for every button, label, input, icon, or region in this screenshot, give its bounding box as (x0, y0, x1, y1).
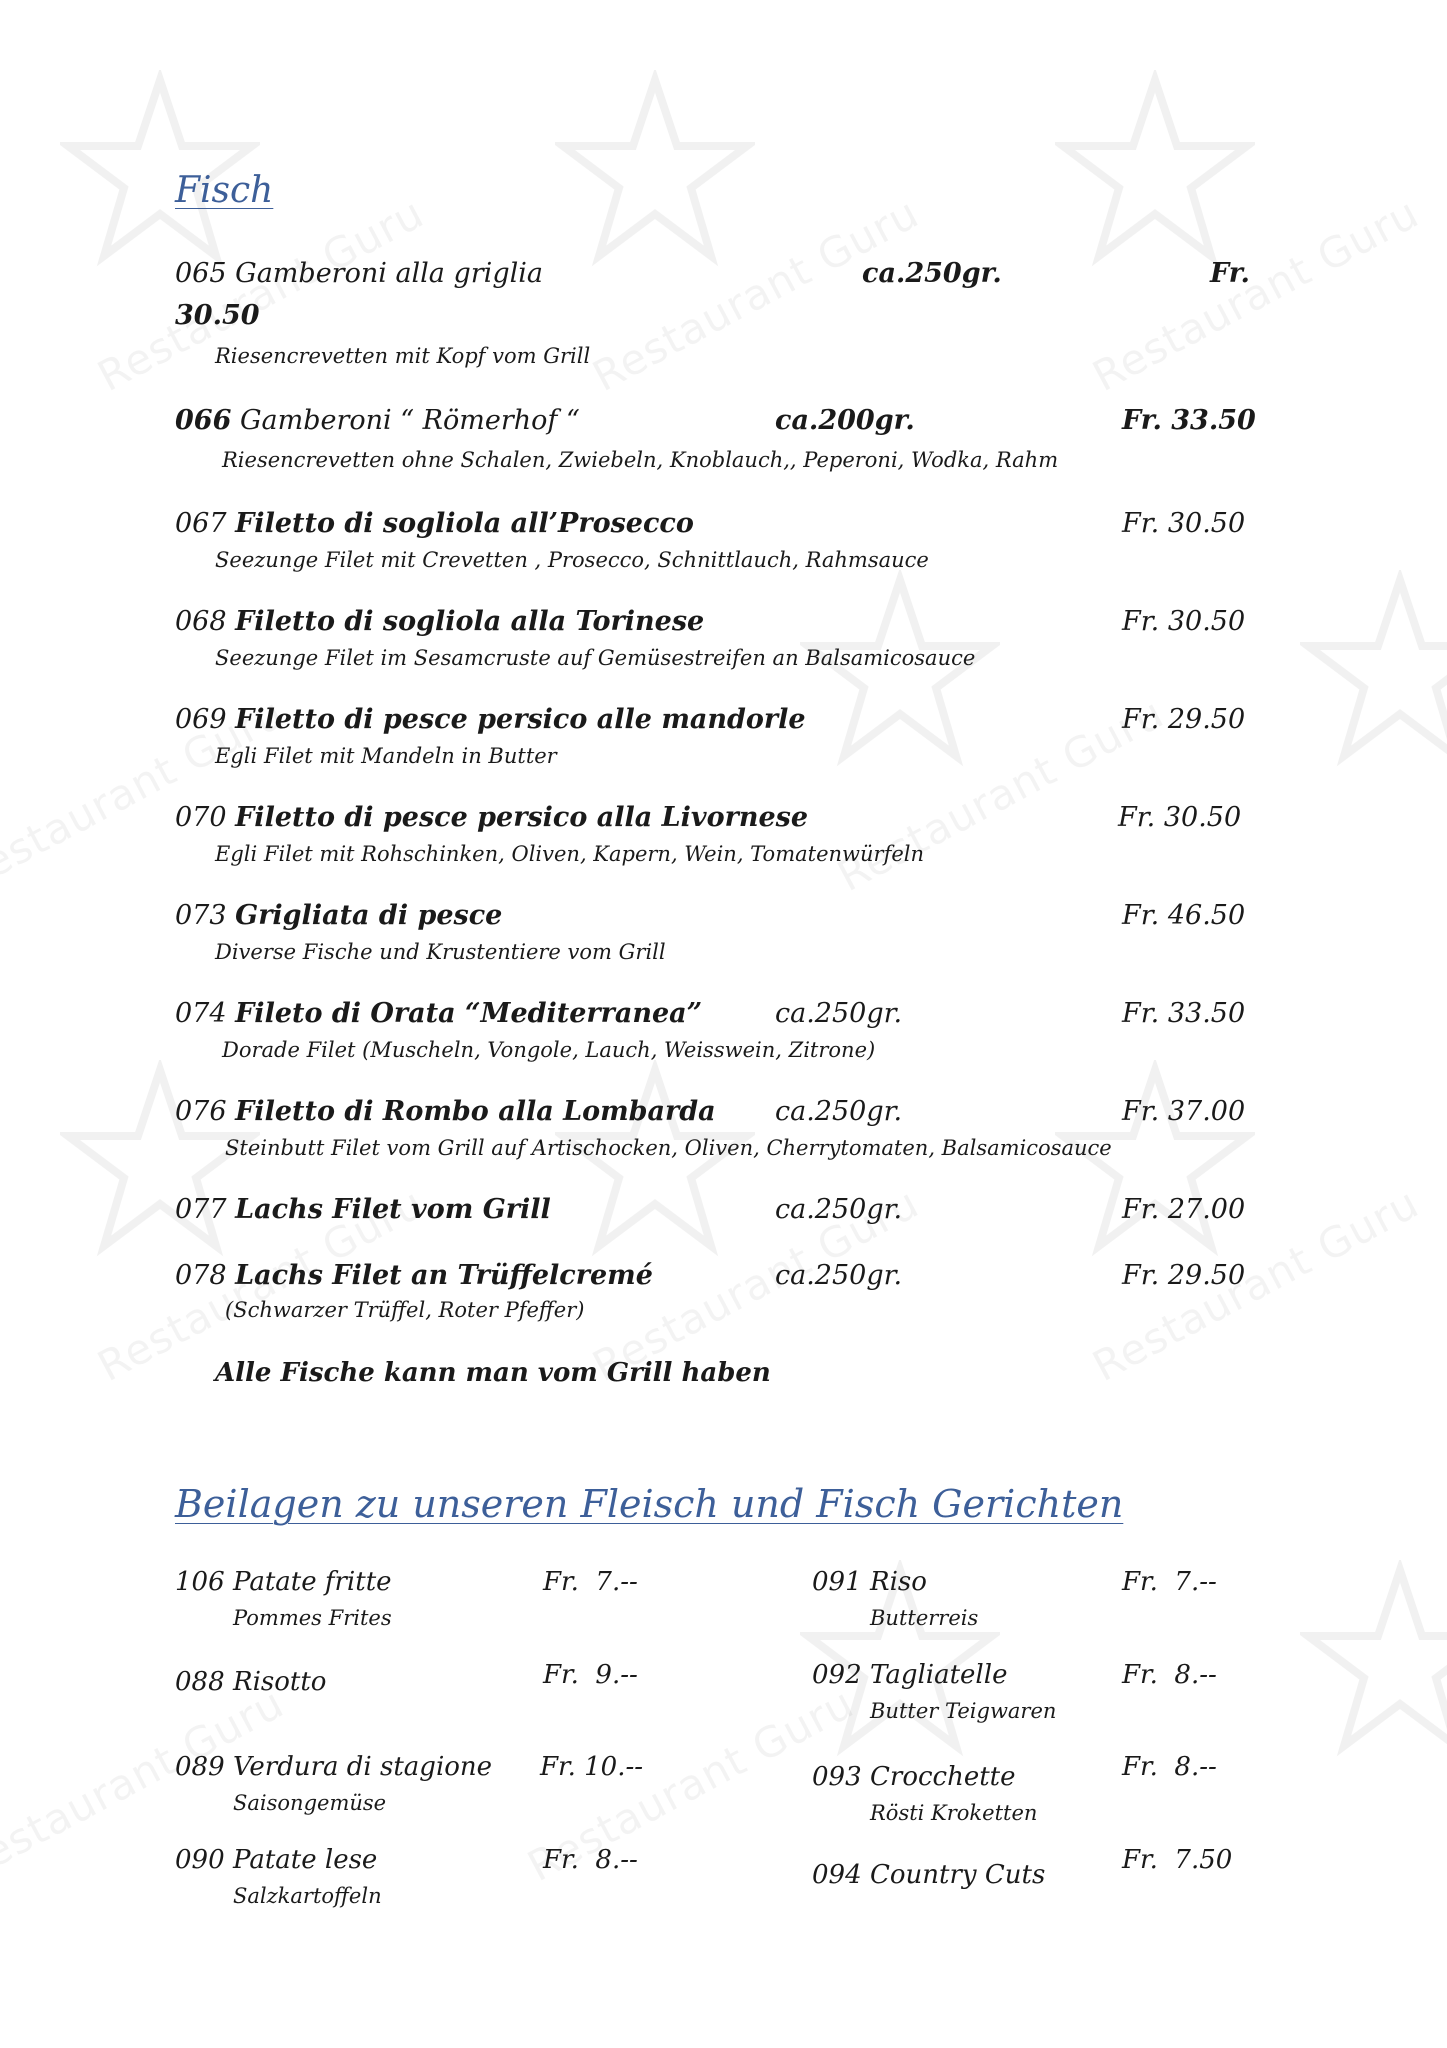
item-title (175, 998, 702, 1029)
section-heading-sides: Beilagen zu unseren Fleisch und Fisch Gerichten (175, 1482, 1124, 1526)
item-number: 070 (175, 802, 227, 833)
side-number: 092 (812, 1660, 862, 1690)
item-price: Fr. 29.50 (1122, 704, 1246, 735)
item-price-continued: 30.50 (175, 300, 260, 331)
star-fork-knife-icon (1055, 70, 1255, 270)
side-number: 089 (175, 1752, 225, 1782)
side-price: Fr. 7.50 (1122, 1845, 1233, 1875)
item-title (175, 1260, 653, 1291)
item-title (175, 1194, 551, 1225)
side-price: Fr. 8.-- (1122, 1752, 1217, 1782)
item-weight: ca.250gr. (775, 1096, 903, 1127)
item-number: 074 (175, 998, 227, 1029)
item-weight: ca.200gr. (775, 405, 915, 436)
item-name: Filetto di pesce persico alle mandorle (235, 704, 806, 735)
item-description: (Schwarzer Trüffel, Roter Pfeffer) (225, 1298, 585, 1322)
item-description: Dorade Filet (Muscheln, Vongole, Lauch, Weisswein, Zitrone) (222, 1038, 876, 1062)
side-name: Patate lese (233, 1845, 378, 1875)
item-name: Filetto di sogliola alla Torinese (235, 606, 705, 637)
item-number: 065 (175, 258, 227, 289)
item-title (175, 900, 502, 931)
item-description: Seezunge Filet mit Crevetten , Prosecco, Schnittlauch, Rahmsauce (215, 548, 929, 572)
star-fork-knife-icon (800, 570, 1000, 770)
star-fork-knife-icon (1055, 1060, 1255, 1260)
side-description: Butter Teigwaren (870, 1699, 1057, 1723)
item-price: Fr. 27.00 (1122, 1194, 1246, 1225)
item-description: Seezunge Filet im Sesamcruste auf Gemüsestreifen an Balsamicosauce (215, 646, 976, 670)
item-name: Gamberoni “ Römerhof “ (239, 405, 580, 436)
item-title (175, 258, 543, 289)
item-price: Fr. (1210, 258, 1250, 289)
side-name: Country Cuts (870, 1860, 1046, 1890)
side-description: Salzkartoffeln (233, 1884, 382, 1908)
side-description: Saisongemüse (233, 1791, 387, 1815)
side-price: Fr. 7.-- (1122, 1567, 1217, 1597)
side-price: Fr. 9.-- (543, 1660, 638, 1690)
side-description: Pommes Frites (233, 1606, 392, 1630)
item-description: Egli Filet mit Rohschinken, Oliven, Kapern, Wein, Tomatenwürfeln (215, 842, 925, 866)
item-weight: ca.250gr. (775, 1260, 903, 1291)
item-title (175, 606, 704, 637)
item-price: Fr. 30.50 (1122, 508, 1246, 539)
item-price: Fr. 33.50 (1122, 998, 1246, 1029)
side-number: 090 (175, 1845, 225, 1875)
item-title (175, 1096, 716, 1127)
item-price: Fr. 29.50 (1122, 1260, 1246, 1291)
side-number: 091 (812, 1567, 862, 1597)
side-price: Fr. 7.-- (543, 1567, 638, 1597)
item-title (175, 405, 580, 436)
item-name: Gamberoni alla griglia (235, 258, 543, 289)
item-weight: ca.250gr. (862, 258, 1002, 289)
item-number: 078 (175, 1260, 227, 1291)
item-number: 073 (175, 900, 227, 931)
side-name: Risotto (233, 1667, 327, 1697)
item-name: Filetto di pesce persico alla Livornese (235, 802, 809, 833)
item-price: Fr. 33.50 (1122, 405, 1256, 436)
star-fork-knife-icon (1300, 570, 1447, 770)
item-title (175, 802, 808, 833)
star-fork-knife-icon (60, 1060, 260, 1260)
side-name: Verdura di stagione (233, 1752, 493, 1782)
item-number: 069 (175, 704, 227, 735)
item-description: Riesencrevetten mit Kopf vom Grill (215, 344, 591, 368)
item-weight: ca.250gr. (775, 998, 903, 1029)
side-number: 093 (812, 1762, 862, 1792)
item-price: Fr. 30.50 (1118, 802, 1242, 833)
item-name: Filetto di Rombo alla Lombarda (235, 1096, 716, 1127)
side-description: Rösti Kroketten (870, 1801, 1038, 1825)
item-name: Lachs Filet vom Grill (235, 1194, 551, 1225)
item-price: Fr. 46.50 (1122, 900, 1246, 931)
item-name: Grigliata di pesce (235, 900, 503, 931)
item-name: Fileto di Orata “Mediterranea” (235, 998, 703, 1029)
item-description: Egli Filet mit Mandeln in Butter (215, 744, 557, 768)
item-number: 068 (175, 606, 227, 637)
item-price: Fr. 37.00 (1122, 1096, 1246, 1127)
side-name: Riso (870, 1567, 927, 1597)
side-number: 106 (175, 1567, 225, 1597)
item-title (175, 704, 806, 735)
side-price: Fr. 8.-- (1122, 1660, 1217, 1690)
item-number: 067 (175, 508, 227, 539)
grill-note: Alle Fische kann man vom Grill haben (215, 1358, 771, 1388)
side-number: 094 (812, 1860, 862, 1890)
star-fork-knife-icon (1300, 1560, 1447, 1760)
side-price: Fr. 8.-- (543, 1845, 638, 1875)
item-title (175, 508, 694, 539)
item-name: Filetto di sogliola all’Prosecco (235, 508, 694, 539)
star-fork-knife-icon (555, 70, 755, 270)
item-number: 076 (175, 1096, 227, 1127)
star-fork-knife-icon (555, 1060, 755, 1260)
side-name: Crocchette (870, 1762, 1016, 1792)
section-heading-fish: Fisch (175, 170, 274, 211)
item-price: Fr. 30.50 (1122, 606, 1246, 637)
side-price: Fr. 10.-- (540, 1752, 644, 1782)
item-weight: ca.250gr. (775, 1194, 903, 1225)
item-number: 066 (175, 405, 232, 436)
item-name: Lachs Filet an Trüffelcremé (235, 1260, 653, 1291)
item-description: Diverse Fische und Krustentiere vom Grill (215, 940, 666, 964)
item-description: Riesencrevetten ohne Schalen, Zwiebeln, Knoblauch,, Peperoni, Wodka, Rahm (222, 448, 1059, 472)
side-name: Tagliatelle (870, 1660, 1008, 1690)
item-number: 077 (175, 1194, 227, 1225)
side-number: 088 (175, 1667, 225, 1697)
side-description: Butterreis (870, 1606, 979, 1630)
item-description: Steinbutt Filet vom Grill auf Artischocken, Oliven, Cherrytomaten, Balsamicosauce (225, 1136, 1112, 1160)
side-name: Patate fritte (233, 1567, 392, 1597)
